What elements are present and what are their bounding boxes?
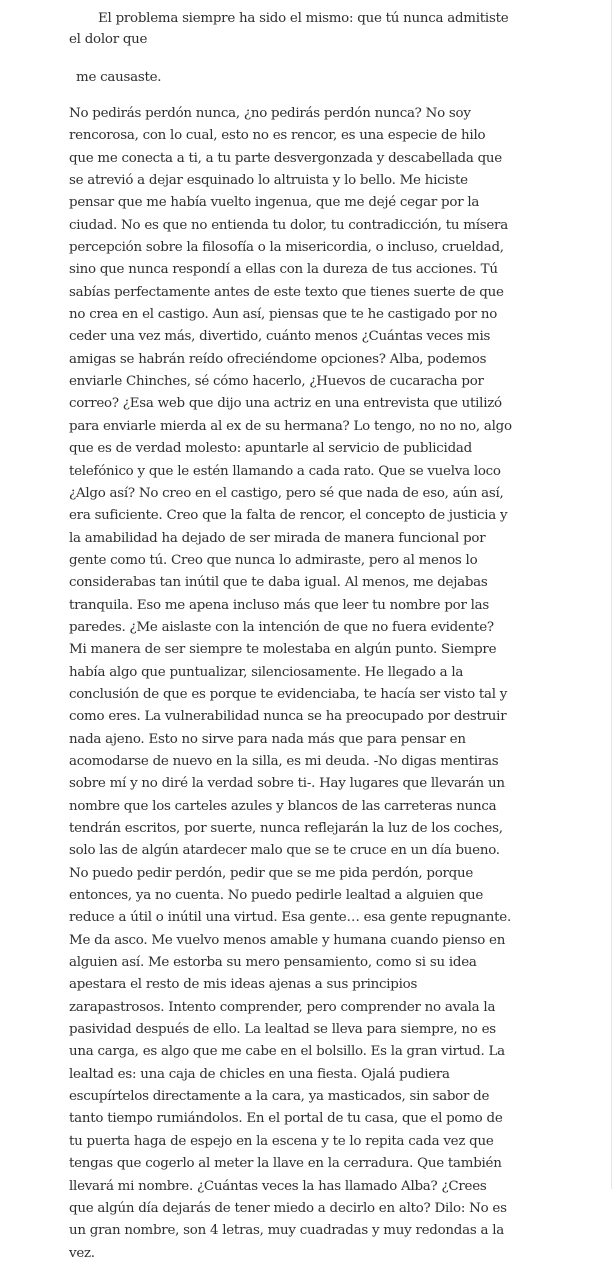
intro-paragraph: El problema siempre ha sido el mismo: que tú nunca admitiste el dolor que xyxy=(69,11,509,47)
body-paragraph: No pedirás perdón nunca, ¿no pedirás perdón nunca? No soy rencorosa, con lo cual, esto no es rencor, es una especie de hilo que me conecta a ti, a tu parte desvergonzada y descabellada que se atrevió a dejar esquinado lo altruista y lo bello. Me hiciste pensar que me había vuelto ingenua, que me dejé cegar por la ciudad. No es que no entienda tu dolor, tu contradicción, tu mísera percepción sobre la filosofía o la misericordia, o incluso, crueldad, sino que nunca respondí a ellas con la dureza de tus acciones. Tú sabías perfectamente antes de este texto que tienes suerte de que no crea en el castigo. Aun así, piensas que te he castigado por no ceder una vez más, divertido, cuánto menos ¿Cuántas veces mis amigas se habrán reído ofreciéndome opciones? Alba, podemos enviarle Chinches, sé cómo hacerlo, ¿Huevos de cucaracha por correo? ¿Esa web que dijo una actriz en una entrevista que utilizó para enviarle mierda al ex de su hermana? Lo tengo, no no no, algo que es de verdad molesto: apuntarle al servicio de publicidad telefónico y que le estén llamando a cada rato. Que se vuelva loco ¿Algo así? No creo en el castigo, pero sé que nada de eso, aún así, era suficiente. Creo que la falta de rencor, el concepto de justicia y la amabilidad ha dejado de ser mirada de manera funcional por gente como tú. Creo que nunca lo admiraste, pero al menos lo considerabas tan inútil que te daba igual. Al menos, me dejabas tranquila. Eso me apena incluso más que leer tu nombre por las paredes. ¿Me aislaste con la intención de que no fuera evidente? Mi manera de ser siempre te molestaba en algún punto. Siempre había algo que puntualizar, silenciosamente. He llegado a la conclusión de que es porque te evidenciaba, te hacía ser visto tal y como eres. La vulnerabilidad nunca se ha preocupado por destruir nada ajeno. Esto no sirve para nada más que para pensar en acomodarse de nuevo en la silla, es mi deuda. -No digas mentiras sobre mí y no diré la verdad sobre ti-. Hay lugares que llevarán un nombre que los carteles azules y blancos de las carreteras nunca tendrán escritos, por suerte, nunca reflejarán la luz de los coches, solo las de algún atardecer malo que se te cruce en un día bueno. No puedo pedir perdón, pedir que se me pida perdón, porque entonces, ya no cuenta. No puedo pedirle lealtad a alguien que reduce a útil o inútil una virtud. Esa gente… esa gente repugnante. Me da asco. Me vuelvo menos amable y humana cuando pienso en alguien así. Me estorba su mero pensamiento, como si su idea apestara el resto de mis ideas ajenas a sus principios zarapastrosos. Intento comprender, pero comprender no avala la pasividad después de ello. La lealtad se lleva para siempre, no es una carga, es algo que me cabe en el bolsillo. Es la gran virtud. La lealtad es: una caja de chicles en una fiesta. Ojalá pudiera escupírtelos directamente a la cara, ya masticados, sin sabor de tanto tiempo rumiándolos. En el portal de tu casa, que el pomo de tu puerta haga de espejo en la escena y te lo repita cada vez que tengas que cogerlo al meter la llave en la cerradura. Que también llevará mi nombre. ¿Cuántas veces la has llamado Alba? ¿Crees que algún día dejarás de tener miedo a decirlo en alto? Dilo: No es un gran nombre, son 4 letras, muy cuadradas y muy redondas a la vez. xyxy=(69,106,512,1261)
indented-line: me causaste. xyxy=(76,70,162,85)
